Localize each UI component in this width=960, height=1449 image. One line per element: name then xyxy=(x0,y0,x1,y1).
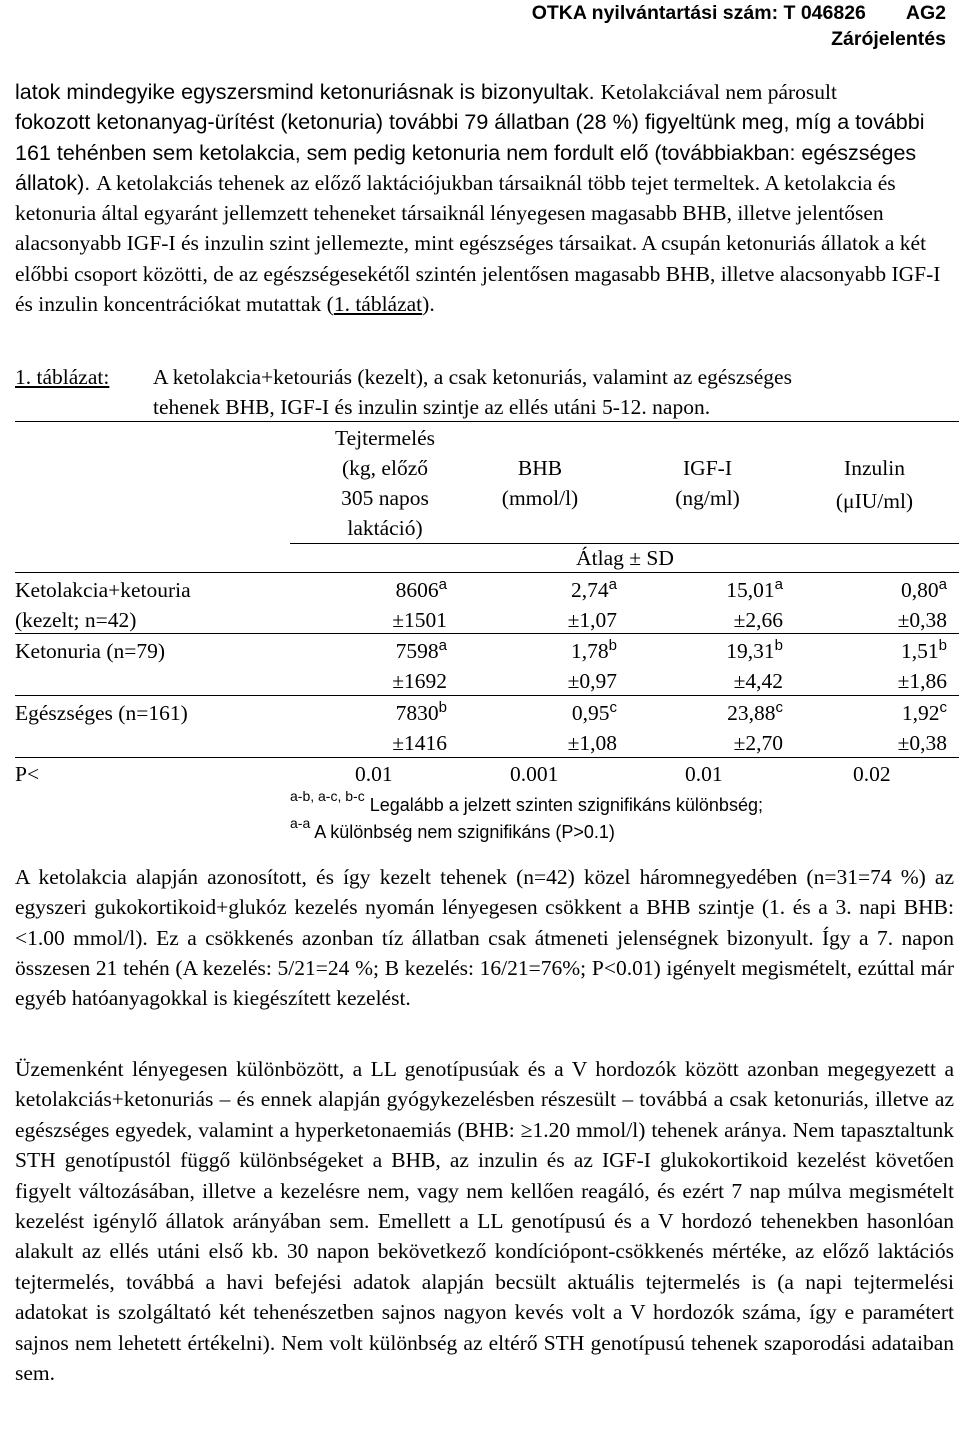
intro-serif-text: A ketolakciás tehenek az előző laktációjukban társaiknál több tejet termeltek. A ketolakcia és ketonuria által egyaránt jellemzett teheneket társaiknál lényegesen magasabb BHB, illetve jelentősen alacsonyabb IGF-I és inzulin szint jellemezte, mint egészséges társaikat. A csupán ketonuriás állatok a két előbbi csoport közötti, de az egészségesekétől szintén jelentősen magasabb BHB, illetve alacsonyabb IGF-I és inzulin koncentrációkat mutattak ( xyxy=(15,170,941,317)
row1-igf-mean: 15,01 xyxy=(726,578,775,602)
header-insulin-line: Inzulin xyxy=(844,456,905,480)
row2-insulin xyxy=(800,636,947,696)
row2-milk xyxy=(300,636,447,696)
row1-igf-sig: a xyxy=(774,576,783,593)
row1-group-line: (kezelt; n=42) xyxy=(15,608,137,632)
intro-line1-sans: latok mindegyike egyszersmind ketonuriásnak is bizonyultak. xyxy=(15,80,601,104)
footnote-significant-marker: a-b, a-c, b-c xyxy=(290,788,365,804)
row1-insulin-sd: ±0,38 xyxy=(897,608,947,632)
row3-milk-sd: ±1416 xyxy=(392,731,447,755)
row3-igf-sd: ±2,70 xyxy=(733,731,783,755)
row3-rule xyxy=(15,757,959,758)
footnote-significant xyxy=(290,788,763,816)
row2-bhb-mean: 1,78 xyxy=(571,639,609,663)
footnote-nonsignificant xyxy=(290,815,615,843)
row2-insulin-mean: 1,51 xyxy=(901,639,939,663)
table-reference-link[interactable]: 1. táblázat xyxy=(333,292,423,317)
report-title: Zárójelentés xyxy=(831,28,946,50)
row2-insulin-sd: ±1,86 xyxy=(897,669,947,693)
header-bhb xyxy=(480,453,600,513)
header-mean-sd: Átlag ± SD xyxy=(576,546,674,570)
row2-insulin-sig: b xyxy=(938,637,947,654)
row1-insulin-sig: a xyxy=(938,576,947,593)
row2-bhb xyxy=(480,636,617,696)
row1-bhb xyxy=(480,575,617,635)
row3-bhb xyxy=(480,698,617,758)
row2-group xyxy=(15,636,165,666)
row2-rule xyxy=(15,695,959,696)
row1-group-line: Ketolakcia+ketouria xyxy=(15,578,191,602)
row1-rule xyxy=(15,633,959,634)
header-insulin xyxy=(812,453,937,516)
row1-milk-sig: a xyxy=(438,576,447,593)
header-insulin-line: (μIU/ml) xyxy=(835,489,914,513)
p-insulin: 0.02 xyxy=(853,762,891,786)
row3-milk-mean: 7830 xyxy=(395,701,439,725)
row3-group-line: Egészséges (n=161) xyxy=(15,701,188,725)
p-label: P< xyxy=(15,762,40,786)
row3-igf xyxy=(640,698,783,758)
row3-milk xyxy=(300,698,447,758)
row1-milk-sd: ±1501 xyxy=(392,608,447,632)
paragraph-genotype: Üzemenként lényegesen különbözött, a LL genotípusúak és a V hordozók között azonban megegyezett a ketolakciás+ketonuriás – és ennek alapján gyógykezelésben részesült – továbbá a csak ketonuriás, illetve az egészséges egyedek, valamint a hyperketonaemiás (BHB: ≥1.20 mmol/l) tehenek aránya. Nem tapasztaltunk STH genotípustól függő különbségeket a BHB, az inzulin és az IGF-I glukokortikoid kezelést követően figyelt változásában, illetve a kezelésre nem, vagy nem kellően reagáló, és ezért 7 nap múlva megismételt kezelést igénylő állatok arányában sem. Emellett a LL genotípusú és a V hordozó tehenekben hasonlóan alakult az ellés utáni első kb. 30 napon bekövetkező kondíciópont-csökkenés mértéke, az előző laktációs tejtermelés, továbbá a havi befejési adatok alapján becsült aktuális tejtermelés is (a napi tejtermelési adatokat is szolgáltató két tehenészetben sajnos nagyon kevés volt a V hordozók száma, így e paramétert sajnos nem lehetett értékelni). Nem volt különbség az eltérő STH genotípusú tehenek szaporodási adataiban sem. xyxy=(15,1057,954,1386)
row2-igf xyxy=(640,636,783,696)
header-rule xyxy=(290,543,959,544)
row1-group xyxy=(15,575,191,635)
row2-bhb-sig: b xyxy=(608,637,617,654)
header-bhb-line: (mmol/l) xyxy=(501,486,579,510)
p-bhb: 0.001 xyxy=(510,762,559,786)
row2-milk-mean: 7598 xyxy=(395,639,439,663)
row3-igf-sig: c xyxy=(775,699,783,716)
header-igf-line: (ng/ml) xyxy=(675,486,740,510)
intro-paragraph xyxy=(15,77,954,319)
header-milk-line: laktáció) xyxy=(347,516,423,540)
table-caption-label: 1. táblázat: xyxy=(15,365,110,389)
row3-bhb-mean: 0,95 xyxy=(571,701,610,725)
intro-sans-text: fokozott ketonanyag-ürítést (ketonuria) további 79 állatban (28 %) figyeltünk meg, míg a további 161 tehénben sem ketolakcia, sem pedig ketonuria nem fordult elő (továbbiakban: egészséges állatok). xyxy=(15,110,925,195)
intro-end: ). xyxy=(422,292,435,317)
header-milk-line: 305 napos xyxy=(341,486,429,510)
row1-igf-sd: ±2,66 xyxy=(733,608,783,632)
footnote-significant-text: Legalább a jelzett szinten szignifikáns különbség; xyxy=(369,795,763,815)
otka-number: OTKA nyilvántartási szám: T 046826 xyxy=(531,2,866,24)
table-caption xyxy=(15,362,955,423)
row1-insulin xyxy=(800,575,947,635)
row2-milk-sig: a xyxy=(438,637,447,654)
row3-bhb-sig: c xyxy=(609,699,617,716)
row3-insulin-sig: c xyxy=(939,699,947,716)
header-igf xyxy=(650,453,765,513)
header-igf-line: IGF-I xyxy=(683,456,732,480)
row1-milk-mean: 8606 xyxy=(395,578,439,602)
row1-milk xyxy=(300,575,447,635)
row2-milk-sd: ±1692 xyxy=(392,669,447,693)
row1-bhb-mean: 2,74 xyxy=(571,578,609,602)
row3-igf-mean: 23,88 xyxy=(727,701,776,725)
row3-insulin xyxy=(800,698,947,758)
paragraph-treatment: A ketolakcia alapján azonosított, és így kezelt tehenek (n=42) közel háromnegyedében (n=31=74 %) az egyszeri gukokortikoid+glukóz kezelés nyomán lényegesen csökkent a BHB szintje (1. és a 3. napi BHB: <1.00 mmol/l). Ez a csökkenés azonban tíz állatban csak átmeneti jelenségnek bizonyult. Így a 7. napon összesen 21 tehén (A kezelés: 5/21=24 %; B kezelés: 16/21=76%; P<0.01) igényelt megismételt, ezúttal már egyéb hatóanyagokkal is kiegészített kezelést. xyxy=(15,865,954,1011)
page-header xyxy=(532,0,946,52)
row3-milk-sig: b xyxy=(438,699,447,716)
row2-group-line: Ketonuria (n=79) xyxy=(15,639,166,663)
row1-bhb-sig: a xyxy=(608,576,617,593)
header-milk xyxy=(300,423,470,543)
footnote-nonsignificant-text: A különbség nem szignifikáns (P>0.1) xyxy=(314,822,615,842)
header-milk-line: (kg, előző xyxy=(342,456,428,480)
row3-insulin-sd: ±0,38 xyxy=(897,731,947,755)
row3-bhb-sd: ±1,08 xyxy=(567,731,617,755)
row3-group xyxy=(15,698,188,728)
row3-insulin-mean: 1,92 xyxy=(901,701,940,725)
row1-insulin-mean: 0,80 xyxy=(901,578,939,602)
header-bhb-line: BHB xyxy=(517,456,563,480)
header-milk-line: Tejtermelés xyxy=(335,426,435,450)
row2-igf-mean: 19,31 xyxy=(726,639,775,663)
report-code: AG2 xyxy=(905,2,946,24)
row1-bhb-sd: ±1,07 xyxy=(567,608,617,632)
p-igf: 0.01 xyxy=(685,762,723,786)
table-caption-line2: tehenek BHB, IGF-I és inzulin szintje az ellés utáni 5-12. napon. xyxy=(153,395,711,420)
row2-igf-sig: b xyxy=(774,637,783,654)
table-caption-line1: A ketolakcia+ketouriás (kezelt), a csak ketonuriás, valamint az egészséges xyxy=(153,365,792,389)
footnote-nonsignificant-marker: a-a xyxy=(290,815,311,831)
row2-igf-sd: ±4,42 xyxy=(733,669,783,693)
mean-rule xyxy=(15,572,959,573)
row2-bhb-sd: ±0,97 xyxy=(567,669,617,693)
intro-line1-serif: Ketolakciával nem párosult xyxy=(600,80,837,104)
row1-igf xyxy=(640,575,783,635)
p-milk: 0.01 xyxy=(355,762,393,786)
